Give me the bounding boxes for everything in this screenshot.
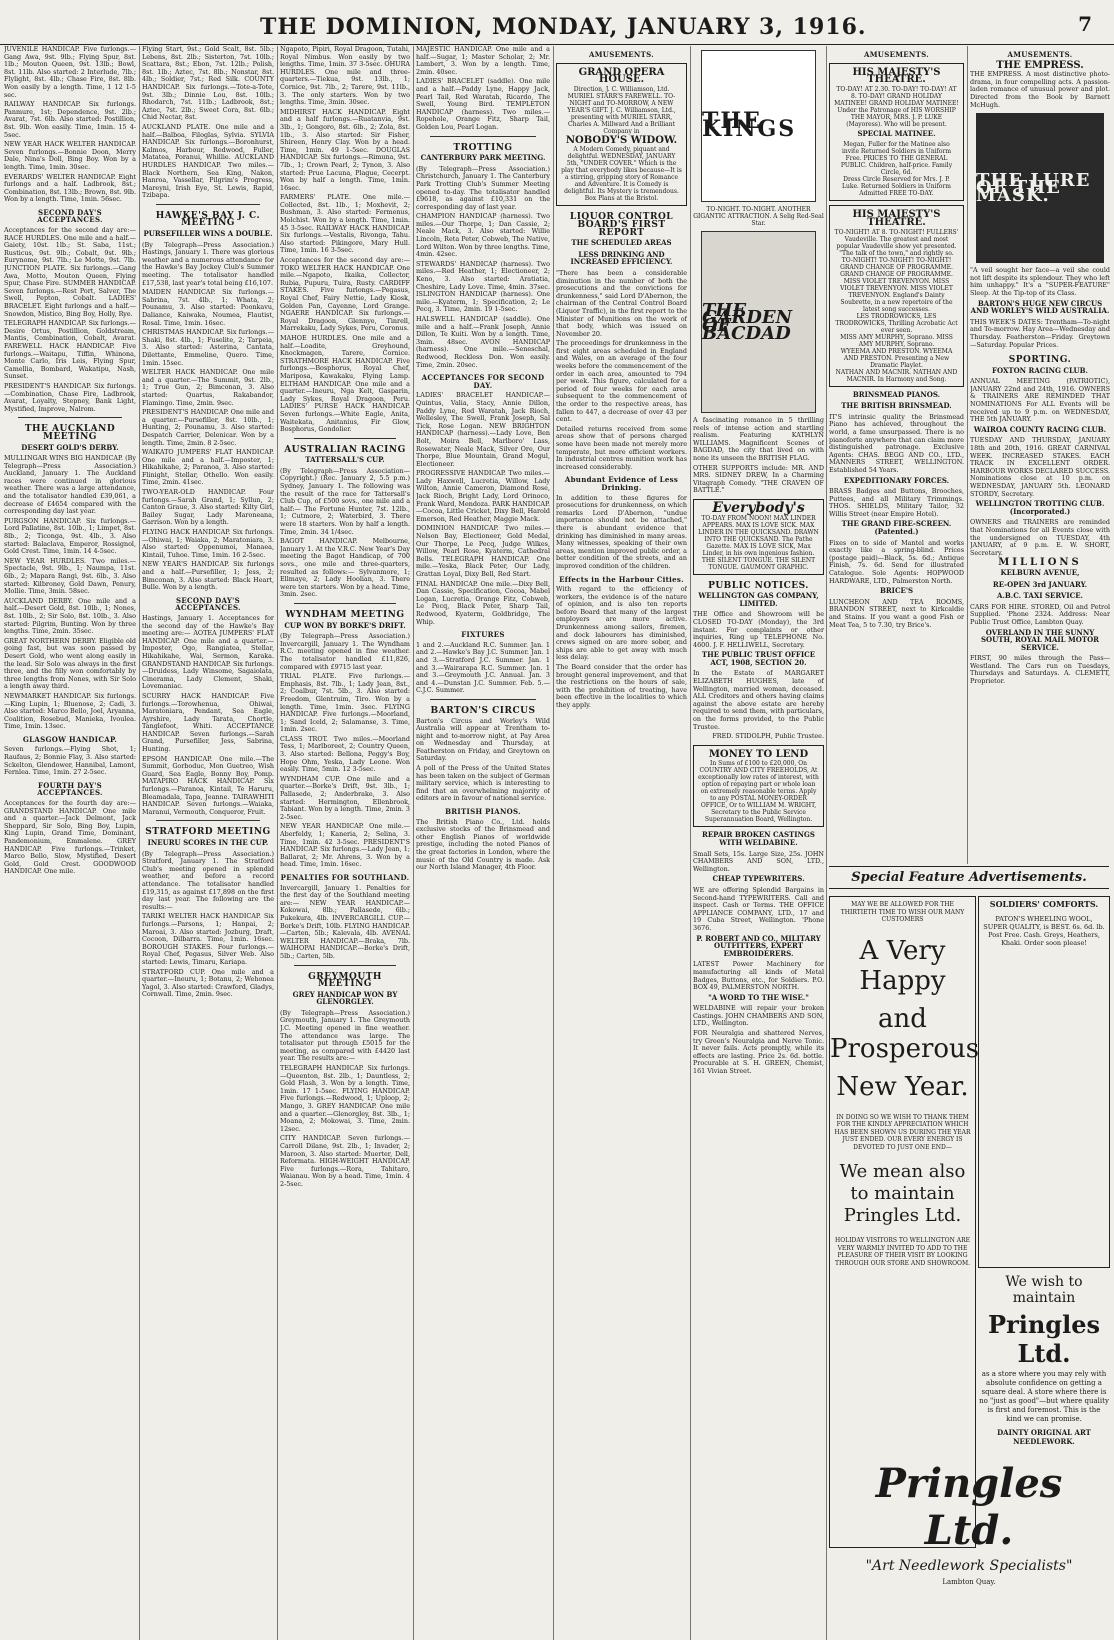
ad-title: THE EMPRESS. (996, 59, 1084, 71)
result-text: 1 and 2.—Auckland R.C. Summer. Jan. 1 and 2.—Hawke's Bay J.C. Summer. Jan. 1 and 3.—Stratford J.C. Summer. Jan. 1 and 3.—Wairarapa R.C. Summer. Jan. 1 and 3.—Greymouth J.C. Annual. Jan. 3 and 4.—Dunstan J.C. Summer. Feb. 5.—C.J.C. Summer. (416, 640, 550, 695)
result-text: TARIKI WELTER HACK HANDICAP. Six furlongs.—Parsons, 1; Hanpai, 2; Maroai, 3. Also started: Jozburg, Draft, Cocoon, Dilbarra. Time, 1min. 16sec. BOROUGH STAKES. Four furlongs.—Royal Chef, Pegasus, Silver Web. Also started: Lewis, Timaru, Kariapa. (142, 912, 274, 966)
result-text: NEW YEAR HURDLES. Two miles.—Spectacle, 9st. 9lb., 1; Naumpa, 11st. 6lb., 2; Mapara Rangi, 9st. 6lb., 3. Also started: Kilbroney, Gold Dawn, Penury, Mollie. Time, 3min. 58sec. (4, 556, 136, 596)
divider (156, 820, 260, 821)
article-text: Barton's Circus and Worley's Wild Australia will appear at Trentham to-night and to-morrow night, at Pay Area on Wednesday and Thursday, at Featherston on Friday, and Greytown on Saturday. (416, 716, 550, 763)
ad-heading: SPECIAL MATINEE. (857, 128, 936, 138)
result-text: SCURRY HACK HANDICAP. Five furlongs.—Torowhenua, Ohiwai, Maratoniara, Pendant, Sea Eagle, Ayrshire, Lady Tarata, Chortle, Tanglefoot, Whiti. ACCEPTANCE HANDICAP. Seven furlongs.—Sarah Grand, Pursefiller, Jess, Sabrina, Hunting. (142, 691, 274, 754)
column-rule (277, 46, 278, 1640)
ad-text: TO-NIGHT! TO-NIGHT! TO-NIGHT! GRAND CHANGE OF PROGRAMME. GRAND CHANGE OF PROGRAMME. (840, 256, 953, 278)
notice-text: THE Office and Showroom will be CLOSED TO-DAY (Monday), the 3rd instant. For complaints or other inquiries, Ring up TELEPHONE No. 4600. J. F. HELLIWELL, Secretary. (693, 610, 824, 649)
article-subheading: LESS DRINKING AND INCREASED EFFICIENCY. (570, 249, 673, 267)
result-text: PRESIDENT'S HANDICAP. Six furlongs.—Combination, Chase Fire, Ladbrook, Avarat, Loyalty, Stepney, Bank Light, Mystified, Improve, Nalrom. (4, 381, 136, 413)
ad-headline: and Prosperous (830, 1003, 980, 1064)
ad-text: Megan, Fuller for the Matinee also invite Returned Soldiers in Uniform Free. PRICES TO THE GENERAL PUBLIC. Children, half-price. Family Circle, 6d. (840, 141, 953, 177)
ad-text: DAINTY ORIGINAL ART NEEDLEWORK. (997, 1428, 1091, 1446)
article-subheading: THE SCHEDULED AREAS (571, 238, 672, 248)
vaudeville-ad (829, 205, 964, 386)
ad-text: PATON'S WHEELING WOOL, SUPER QUALITY, is BEST. 6s. 6d. lb. Post Free. Cash. Greys, Heathers, Khaki. Order soon please! (983, 915, 1105, 947)
everybodys-ad (693, 499, 824, 575)
soldiers-comforts-ad (978, 896, 1110, 1268)
section-heading: PUBLIC NOTICES. (708, 580, 809, 591)
article-headline: STRATFORD MEETING (145, 827, 271, 838)
article-text: (By Telegraph—Press Association.) Hastings, January 1. There was glorious weather and a numerous attendance for the Hawke's Bay Jockey Club's Summer meeting. The totalisator handled £17,538, last year's total being £16,107. (142, 240, 274, 287)
ad-heading: "A WORD TO THE WISE." (708, 992, 809, 1002)
column-4 (416, 46, 550, 1636)
ad-text: TO-DAY! AT 2.30. TO-DAY! TO-DAY! AT 8. TO-DAY! GRAND HOLIDAY MATINEE! GRAND HOLIDAY MATINEE! Under the Patronage of HIS WORSHIP THE MAYOR, MRS. J. P. LUKE (Mayoress). Who will be present. (834, 85, 959, 128)
ad-heading: WAIROA COUNTY RACING CLUB. (973, 424, 1107, 434)
result-text: EVERARDS' WELTER HANDICAP. Eight furlongs and a half. Ladbrook, 8st.; Combination, 8st. 13lb.; Brown, 8st. 9lb. Won by a length. Time, 1min. 56sec. (4, 172, 136, 204)
result-text: PURGSON HANDICAP. Six furlongs.—Lord Pallatine, 8st. 10lb., 1; Limpet, 8st. 8lb., 2; Ticonga, 9st. 4lb., 3. Also started: Balaclava, Emperor, Rossignol, Gold Crest. Time, 1min. 14 4-5sec. (4, 516, 136, 556)
article-subheading: DESERT GOLD'S DERBY. (21, 442, 119, 452)
his-majestys-ad (829, 63, 964, 202)
notice-signature: FRED. STIDOLPH, Public Trustee. (712, 732, 824, 741)
article-subheading: INEURU SCORES IN THE CUP. (147, 838, 269, 847)
notice-heading: WELLINGTON GAS COMPANY, LIMITED. (698, 591, 819, 608)
ad-text: LES TRODROWICKS, LES TRODROWICKS, Thrilling Acrobatic Act ever seen. (835, 312, 958, 334)
result-text: AUCKLAND DERBY. One mile and a half.—Desert Gold, 8st. 10lb., 1; Nones, 8st. 10lb., 2; Sir Solo, 8st. 10lb., 3. Also started: Pilgrim, Bunting. Won by three lengths. Time, 2min. 35sec. (4, 596, 136, 636)
section-heading: AMUSEMENTS. (864, 50, 929, 59)
ad-heading: EXPEDITIONARY FORCES. (843, 475, 950, 485)
ad-text: Fixes on to side of Mantel and works exactly like a spring-blind. Prices (postage paid)—Black, 5s. 6d.; Antique Finish, 7s. 6d. Send for illustrated Catalogue. Sole Agents: HOPWOOD HARDWARE, LTD., Palmerston North. (829, 538, 964, 585)
article-text: BAGOT HANDICAP. Melbourne, January 1. At the V.R.C. New Year's Day meeting the Bagot Handicap, of 700 sovs., one mile and three-quarters, resulted as follows:— Sylvanmore, 1; Ellmaye, 2; Lady Hoolian, 3. There were ten starters. Won by a head. Time, 3min. 2sec. (280, 537, 410, 599)
ad-title: HIS MAJESTY'S THEATRE. (852, 209, 941, 228)
article-text: (By Telegraph—Press Association.) Stratford, January 1. The Stratford Club's meeting opened in splendid weather, and before a record attendance. The totalisator handled £19,315, as against £17,898 on the first day last year. The following are the results:— (142, 849, 274, 911)
column-2 (142, 46, 274, 1636)
result-text: NEW YEAR'S HANDICAP. Six furlongs and a half.—Pursefiller, 1; Jess, 2; Bimconan, 3. Also started: Black Heart, Bulle. Won by a length. (142, 560, 274, 592)
column-1 (4, 46, 136, 1636)
section-heading: FOURTH DAY'S ACCEPTANCES. (37, 780, 103, 798)
result-text: STEWARDS' HANDICAP (harness). Two miles.—Red Heather, 1; Electioneer, 2; Keno, 3. Also started: Aratiatia, Cheshire, Lady Love. Time, 4min. 37sec. ISLINGTON HANDICAP (harness). One mile.—Kyaterm, 1; Specification, 2; Le Pecq, 3. Time, 2min. 19 1-5sec. (416, 259, 550, 314)
article-subheading: CANTERBURY PARK MEETING. (420, 153, 546, 163)
ad-text: FOR Neuralgia and shattered Nerves, try Green's Neuralgia and Nerve Tonic. It never fails. Acts promptly, while its effects are lasting. Price 2s. 6d. bottle. Procurable at S. H. GREEN, Chemist, 161 Vivian Street. (693, 1029, 824, 1076)
article-text: A poll of the Press of the United States has been taken on the subject of German military service, which is interesting to find that an overwhelming majority of editors are in favour of national service. (416, 764, 550, 803)
column-rule (967, 46, 968, 864)
kings-theatre-logo: THE KINGS (701, 50, 816, 202)
result-text: Acceptances for the second day are:— RACE HURDLES. One mile and a half.—Gaiety, 10st. 1lb.; St. Saba, 11st.; Rusticus, 9st. 9lb.; Cobalt, 9st. 9lb.; Eurynome, 9st. 7lb.; Le Motte, 9st. 7lb. JUNCTION PLATE. Six furlongs.—Gang Awa, Motto, Mouton Queen, Flying Spur, Chase Fire. SUMMER HANDICAP. Seven furlongs.—Rest Port, Salver, The Swell, Pepton, Cobalt. LADIES' BRACELET. Eight furlongs and a half.—Snowdon, Mistico, Bing Boy, Holly, Rye. (4, 226, 136, 318)
ad-title: MONEY TO LEND (708, 748, 809, 760)
masthead-title: THE DOMINION, MONDAY, JANUARY 3, 1916. (260, 14, 867, 40)
ad-text: IT'S intrinsic quality the Brinsmead Piano has achieved, throughout the world, a fame unsurpassed. There is no pianoforte anywhere that can claim more distinguished patronage. Exclusive Agents: CHAS. BEGG AND CO., LTD., MANNERS STREET, WELLINGTON. Established 54 Years. (829, 412, 964, 474)
column-6 (693, 46, 824, 1636)
section-heading: PENALTIES FOR SOUTHLAND. (280, 872, 410, 882)
ad-heading: KELBURN AVENUE, (1000, 567, 1080, 577)
ad-text: "A veil sought her face—a veil she could not lift despite its splendour. They who left him unhappy." It's a "SUPER-FEATURE" Sleep. At the Tip-top of its Class. (970, 266, 1110, 297)
article-headline: TROTTING (453, 142, 513, 153)
ad-tagline: "Art Needlework Specialists" (865, 1558, 1073, 1574)
result-text: Hastings, January 1. Acceptances for the second day of the Hawke's Bay meeting are:— AOTEA JUMPERS' FLAT HANDICAP. One mile and a quarter.—Imposter, Ogo, Rangiatea, Stellar, Hikahikahe, Wai, Sermon, Karaka. GRANDSTAND HANDICAP. Six furlongs.—Druidess, Lady Winsome, Sagaiolata, Cinerama, Lady Clement, Shaki, Lovemaniac. (142, 613, 274, 691)
section-heading: SPORTING. (1008, 355, 1072, 366)
article-headline: AUSTRALIAN RACING (284, 444, 406, 455)
ad-text: THE SILENT TONGUE. THE SILENT TONGUE. GAUMONT GRAPHIC. (701, 556, 816, 571)
ad-heading: P. ROBERT AND CO., MILITARY OUTFITTERS, EXPERT EMBROIDERERS. (696, 933, 821, 958)
ad-text: OTHER SUPPORTS include: MR. AND MRS. SIDNEY DREW, In a Charming Vitagraph Comedy. "THE CRAVEN OF BATTLE." (693, 463, 824, 495)
article-headline: HAWKE'S BAY J. C. MEETING (155, 210, 261, 229)
ad-text: TO-DAY FROM NOON! MAX LINDER APPEARS. MAX IS LOVE SICK. MAX LINDER IN THE QUICKSAND. DRAWN INTO THE QUICKSAND. The Pathe Gazette. MAX IS LOVE SICK, Max Linder, in his own ingenious fashion. (698, 514, 819, 557)
ad-headline: Pringles Ltd. (988, 1310, 1100, 1368)
article-text: MULLINGAR WINS BIG HANDICAP. (By Telegraph—Press Association.) Auckland, January 1. The Auckland races were continued in glorious weather. There was a large attendance, and the totalisator handled £39,061, a decrease of £4654 compared with the corresponding day last year. (4, 454, 136, 516)
article-text: The proceedings for drunkenness in the first eight areas scheduled in England and Wales, on an average of the four weeks before the commencement of the order in each area, amounted to 794 per week. This figure, calculated for a period of four weeks for each area subsequent to the commencement of the order to the respective areas, has fallen to 447, a decrease of over 43 per cent. (556, 339, 687, 424)
ad-title: MILLIONS (998, 557, 1082, 569)
ad-text: In Sums of £100 to £20,000, On COUNTRY AND CITY FREEHOLDS, At exceptionally low rates of interest, with option of repaying part or whole loan on extremely reasonable terms. Apply to any POSTAL MONEY-ORDER OFFICE, Or to WILLIAM M. WRIGHT, Secretary to the Public Service Superannuation Board, Wellington. (698, 760, 819, 824)
result-text: PROGRESSIVE HANDICAP. Two miles.—Lady Haxwell, Lucretia, Willow, Lady Wilton, Annie Cameron, Diamond Rose, Jack Rioch, Bright Lady, Lord Orinoco, Frank Ward, Mendoza. PARK HANDICAP.—Cocoa, Little Cricket, Dixy Bell, Harold Emerson, Red Heather, Maggie Mack. (416, 469, 550, 523)
result-text: CITY HANDICAP. Seven furlongs.—Carroll Dilane, 9st. 2lb., 1; Invader, 2; Maroon, 3. Also started: Muerter, Dell, Reformata. HIGH-WEIGHT HANDICAP. Five furlongs.—Rora, Tahitaro, Waianau. Won by a head. Time, 1min. 4 2-5sec. (280, 1134, 410, 1188)
ad-heading: FOXTON RACING CLUB. (992, 365, 1088, 375)
ad-heading: THE BRITISH BRINSMEAD. (841, 401, 952, 411)
opera-house-ad (556, 63, 687, 207)
ad-text: TO-NIGHT! AT 8. TO-NIGHT! FULLERS' Vaudeville. The greatest and most popular Vaudeville show yet presented. "The talk of the town," and rightly so. (834, 228, 959, 257)
ad-text: Small Sets, 15s. Large Size, 25s. JOHN CHAMBERS AND SON, LTD., Wellington. (693, 849, 824, 873)
column-rule (690, 46, 691, 1640)
article-text: "There has been a considerable diminution in the number of both the prosecutions and the convictions for drunkenness," said Lord D'Abernon, the chairman of the Central Control Board (Liquor Traffic), in the first report to the Minister of Munitions on the work of that body, which was issued on November 20. (556, 268, 687, 338)
ad-heading: BRINSMEAD PIANOS. (852, 389, 941, 399)
section-heading: SECOND DAY'S ACCEPTANCES. (37, 207, 103, 225)
ad-heading: WELLINGTON TROTTING CLUB. (Incorporated.) (975, 499, 1105, 516)
ad-heading: CHEAP TYPEWRITERS. (712, 874, 805, 884)
result-text: WYNDHAM CUP. One mile and a quarter.—Borke's Drift, 9st. 3lb., 1; Pallasede, 2; Anderbrake, 3. Also started: Hermington, Ellenbrook, Tabiant. Won by a length. Time, 2min. 3 2-5sec. (280, 774, 410, 821)
article-headline: LIQUOR CONTROL BOARD'S FIRST REPORT (569, 212, 674, 238)
result-text: HALSWELL HANDICAP (saddle). One mile and a half.—Frank Joseph, Annie Dillon, Te Kuiti. Won by a length. Time, 3min. 48sec. AVON HANDICAP (harness). One mile.—Seneschal, Redwood, Reckless Don. Won easily. Time, 2min. 20sec. (416, 315, 550, 369)
ad-headline: New Year. (836, 1071, 969, 1102)
pringles-ad (829, 1270, 1109, 1630)
ad-headline: We wish to maintain (1005, 1274, 1083, 1306)
column-rule (139, 46, 140, 1640)
ad-heading: BARTON'S HUGE NEW CIRCUS AND WORLEY'S WILD AUSTRALIA. (970, 298, 1110, 316)
divider (430, 699, 536, 700)
ad-heading: REPAIR BROKEN CASTINGS WITH WELDABINE. (702, 830, 815, 847)
article-text: Detailed returns received from some areas show that of persons charged some have been made not merely more temperate, but more efficient workers. In industrial centres munition work has increased considerably. (556, 424, 687, 471)
ad-text: IN DOING SO WE WISH TO THANK THEM FOR THE KINDLY APPRECIATION WHICH HAS BEEN SHOWN US DURING THE YEAR JUST ENDED. OUR EVERY ENERGY IS DEVOTED TO JUST ONE END— (834, 1113, 971, 1151)
garden-of-bacdad-illustration: THE GARDEN OF BACDAD (701, 231, 816, 413)
ad-text: MISS VIOLET TREVENYON. MISS VIOLET TREVENYON. MISS VIOLET TREVENYON. England's Dainty Soubrette, in a new repertoire of the latest song successes. (840, 277, 953, 313)
article-subheading: PURSEFILLER WINS A DOUBLE. (143, 229, 273, 239)
result-text: NEW YEAR HACK WELTER HANDICAP. Seven furlongs.—Bonnie Doon, Merry Dale, Nina's Doll, Bing Boy. Won by a length. Time, 1min. 30sec. (4, 140, 136, 171)
ad-text: MAY WE BE ALLOWED FOR THE THIRTIETH TIME TO WISH OUR MANY CUSTOMERS (840, 901, 965, 923)
money-to-lend-ad (693, 745, 824, 828)
ad-text: WELDABINE will repair your broken Castings. JOHN CHAMBERS AND SON, LTD., Wellington. (693, 1004, 824, 1028)
section-heading: SECOND DAY'S ACCEPTANCES. (175, 595, 241, 613)
result-text: Flying Start, 9st.; Gold Scalt, 8st. 5lb.; Lebens, 8st. 2lb.; Sisterton, 7st. 10lb.; Scattara, 8st.; Ebon, 7st. 12lb.; Polish, 8st. 1lb.; Aztec, 7st. 8lb.; Nonstar, 8st. 4lb.; Soldier, 7st.; Red Silk. COUNTY HANDICAP. Six furlongs.—Tote-a-Tote, 9st. 3lb.; Dinnie Lou, 8st. 10lb.; Rhodarch, 7st. 11lb.; Ladbrook, 8st.; Aztec, 7st. 2lb.; Sweet Cora, 8st. 6lb.; Chid Nectar, 8st. (142, 46, 274, 122)
column-rule (553, 46, 554, 1640)
result-text: EPSOM HANDICAP. One mile.—The Summit, Gorboduc, Mon Guetreo, Wish Guard, Sea Eagle, Bonny Boy, Pomp. MATAPIRO HACK HANDICAP. Six furlongs.—Paranoa, Kintail, Te Haruru, Bleamadala, Tapa, Jeanne. TAIRAWHITI HANDICAP. Seven furlongs.—Waiaka, Maranui, Vermouth, Conqueror, Fruit. (142, 754, 274, 816)
article-subheading: TATTERSALL'S CUP. (305, 455, 385, 465)
ad-text: NATHAN AND MACNIR. NATHAN AND MACNIR. In Harmony and Song. (835, 368, 958, 383)
article-headline: GREYMOUTH MEETING (308, 971, 382, 990)
result-text: Ngapoto, Pipiri, Royal Dragoon, Tutahi, Royal Nimbus. Won easily by two lengths. Time, 1min. 37 3-5sec. OHURA HURDLES. One mile and three-quarters.—Tiekua, 9st. 13lb., 1; Cornice, 9st. 7lb., 2; Tarere, 9st. 11lb., 3. The only starters. Won by two lengths. Time, 3min. 30sec. (280, 46, 410, 107)
page-number: 7 (1078, 12, 1092, 36)
notice-text: In the Estate of MARGARET ELIZABETH HUGHES, late of Wellington, married woman, deceased. ALL Creditors and others having claims against the above estate are hereby required to send them, with particulars, on the forms provided, to the Public Trustee. (693, 669, 824, 731)
section-heading: Abundant Evidence of Less Drinking. (564, 475, 679, 492)
ad-text: as a store where you may rely with absolute confidence on getting a square deal. A store where there is no "just as good"—but where quality is first and foremost. This is the kind we can promise. (979, 1370, 1109, 1423)
article-subheading: GREY HANDICAP WON BY GLENORGLEY. (292, 989, 398, 1007)
ad-heading: BRICE'S (879, 586, 914, 596)
result-text: RAILWAY HANDICAP. Six furlongs. Panmure, 1st; Dependence, 9st. 2lb.; Avarat, 7st. 6lb. Also started: Postillion, 8st. 9lb. Won easily. Time, 1min. 15 4-5sec. (4, 100, 136, 139)
article-text: (By Telegraph—Press Association.) Greymouth, January 1. The Greymouth J.C. Meeting opened in fine weather. The attendance was large. The totalisator put through £5015 for the meeting, as compared with £4420 last year. The results are:— (280, 1008, 410, 1063)
result-text: MAIDEN HANDICAP. Six furlongs.—Sabrina, 7st. 4lb., 1; Whata, 2; Pounamu, 3. Also started: Poonkavu, Daliance, Kaiwaka, Noumea, Flautist, Rosal. Time, 1min. 16sec. (142, 288, 274, 327)
result-text: NEW YEAR HANDICAP. One mile.—Aberfeldy, 1; Kaneria, 2; Selina, 3. Time, 1min. 42 3-5sec. PRESIDENT'S HANDICAP. Six furlongs.—Lady Jean, 1; Ballarat, 2; Mr. Ahrens, 3. Won by a head. Time, 1min. 16sec. (280, 822, 410, 869)
result-text: MAHOE HURDLES. One mile and a half.—Loadite, Greyhound, Knockmagen, Tarere, Cornice. STRATHMORE HACK HANDICAP. Five furlongs.—Bosphorus, Royal Chef, Mariposa, Kawakaku, Flying Lamp. ELTHAM HANDICAP. One mile and a quarter.—Ineuru, Nga Kelt, Gasparin, Lady Sykes, Royal Dragoon, Peru. LADIES' PURSE HACK HANDICAP. Seven furlongs.—White Eagle, Anita, Waitekata, Anitanius, Fir Glow, Bosphorus, Gondolier. (280, 333, 410, 434)
ad-text: A fascinating romance in 5 thrilling reels of intense action and startling realism. Featuring KATHLYN WILLIAMS. Magnificent Scenes of BAGDAD, the city that lived on with none its unseen the BRITISH FLAG. (693, 416, 824, 462)
section-heading: GLASGOW HANDICAP. (22, 734, 118, 744)
ad-title: GRAND OPERA HOUSE. (578, 66, 665, 86)
article-text: With regard to the efficiency of workers, the evidence is of the nature of opinion, and is also ten reports before Board that many of the largest employers are more active. Drunkenness among sailors, firemen, and dock labourers has diminished, crews signed on are more sober, and ships are able to get away with much less delay. (556, 585, 687, 662)
article-headline: BARTON'S CIRCUS (430, 705, 536, 716)
divider (294, 965, 396, 966)
ad-text: HOLIDAY VISITORS TO WELLINGTON ARE VERY WARMLY INVITED TO ADD TO THE PLEASURE OF THEIR VISIT BY LOOKING THROUGH OUR STORE AND SHOWROOM. (834, 1237, 971, 1267)
column-8 (970, 46, 1110, 862)
ad-text: TO-NIGHT. TO-NIGHT. ANOTHER GIGANTIC ATTRACTION. A Selig Red-Seal Star. (693, 206, 824, 227)
notice-heading: THE PUBLIC TRUST OFFICE ACT, 1908, SECTION 20. (701, 650, 816, 667)
divider (294, 438, 396, 439)
result-text: TRIAL PLATE. Five furlongs.—Emphasis, 8st. 7lb., 1; Lady Jean, 8st., 2; Coalbur, 7st. 5lb., 3. Also started: Freedom, Glentruim, Tiro. Won by a length. Time, 1min. 3sec. FLYING HANDICAP. Five furlongs.—Moorland, 1; Sand Iceld, 2; Salamanse, 3. Time, 1min. 2sec. (280, 672, 410, 734)
ad-text: LATEST Power Machinery for manufacturing all kinds of Metal Badges, Buttons, etc., for Soldiers. P.O. BOX 49, PALMERSTON NORTH. (693, 960, 824, 992)
ad-text: ANNUAL MEETING (PATRIOTIC), JANUARY 22nd and 24th, 1916. OWNERS & TRAINERS ARE REMINDED THAT NOMINATIONS For ALL Events will be received up to 9 p.m. on WEDNESDAY, THE 5th JANUARY. (970, 377, 1110, 424)
section-heading: AMUSEMENTS. (1007, 50, 1073, 59)
ad-text: FIRST, 90 miles through the Pass—Westland. The Cars run on Tuesdays, Thursdays and Saturdays. A. CLEMETT, Proprietor. (970, 654, 1110, 686)
section-heading: FIXTURES (461, 630, 505, 640)
ad-text: A Modern Comedy, piquant and delightful. WEDNESDAY, JANUARY 5th, "UNDER COVER." Which is the play that everybody likes because—It is a stirring, gripping story of Romance and Adventure. It is Comedy is delightful. Its Mystery is tremendous. Box Plans at the Bristol. (561, 146, 682, 203)
result-text: Acceptances for the fourth day are:— GRANDSTAND HANDICAP. One mile and a quarter.—Jack Delmont, Jack Sheppard, Sir Solo, Bing Boy, Lupin, King Lupin, Grand Time, Dominant, Pandemonium, Emmalene. GREY HANDICAP. Five furlongs.—Trinket, Marco Bello, Slow, Mystified, Desert Gold, Gold Crest. GOODWOOD HANDICAP. One mile. (4, 799, 136, 876)
article-text: The British Piano Co., Ltd. holds exclusive stocks of the Brinsmead and other English Pianos of worldwide prestige, including the noted Pianos of the great factories in London, where the music of the Old Country is made. Ask our North Island Manager, 4th Floor. (416, 817, 550, 872)
article-text: In addition to these figures for prosecutions for drunkenness, on which remarks Lord D'Abernon, "undue importance should not be attached," there is abundant evidence that drinking has diminished in many areas. Many witnesses, speaking of their own areas, mention improved public order, a better condition of the streets, and an improved condition of the children. (556, 493, 687, 570)
masthead (0, 0, 1114, 45)
result-text: Seven furlongs.—Flying Shot, 1; Raufaus, 2; Bonnie Flay, 3. Also started: Sckelton, Glendower, Hannibal, Lamont, Fernlea. Time, 1min. 27 2-5sec. (4, 745, 136, 777)
ad-text: WE are offering Splendid Bargains in Second-hand TYPEWRITERS. Call and inspect. Cash or Terms. THE OFFICE APPLIANCE COMPANY, LTD., 17 and 19 Cuba Street, Wellington. 'Phone 3676. (693, 885, 824, 932)
column-5 (556, 46, 687, 1636)
ad-text: Direction, J. C. Williamson, Ltd. MURIEL STARR'S FAREWELL. TO-NIGHT and TO-MORROW, A NEW YEAR'S GIFT. J. C. Williamson, Ltd., presenting with MURIEL STARR, Charles A. Millward And a Brilliant Company in (567, 85, 676, 135)
divider (294, 603, 396, 604)
divider (430, 136, 536, 137)
column-7 (829, 46, 964, 862)
column-rule (826, 46, 827, 1640)
article-text: (By Telegraph—Press Association.) Christchurch, January 1. The Canterbury Park Trotting Club's Summer Meeting opened to-day. The totalisator handled £9618, as against £10,331 on the corresponding day of last year. (416, 164, 550, 211)
result-text: NEWMARKET HANDICAP. Six furlongs.—King Lupin, 1; Bluenose, 2; Cadi, 3. Also started: Marco Bello, Joel, Aryanna, Coalition, Rosebud, Manieka, Ivoulea. Time, 1min. 13sec. (4, 691, 136, 731)
ad-title: NOBODY'S WIDOW. (565, 134, 678, 146)
ad-text: BRASS Badges and Buttons, Brooches, Puttees, and all Military Trimmings. THOS. SHIELDS, Military Tailor, 32 Willis Street (near Empire Hotel). (829, 487, 964, 518)
section-heading: ACCEPTANCES FOR SECOND DAY. (421, 373, 545, 390)
column-3 (280, 46, 410, 1636)
ad-text: THIS WEEK'S DATES: Trentham—To-night and To-morrow. Hay Area—Wednesday and Thursday. Featherston—Friday. Greytown—Saturday. Popular Prices. (970, 317, 1110, 349)
article-text: (By Telegraph—Press Association—Copyright.) (Rec. January 2, 5.5 p.m.) Sydney, January 1. The following was the result of the race for Tattersall's Club Cup, of £500 sovs., one mile and a half:— The Fortune Hunter, 7st. 12lb., 1; Cutmore, 2; Waterbird, 3. There were 18 starters. Won by half a length. Time, 2min. 34 1/4sec. (280, 466, 410, 536)
ad-text: LUNCHEON AND TEA ROOMS, BRANDON STREET, next to Kirkcaldie and Stains. If you want a good Fish or Meat Tea, 5 to 7.30, try Brice's. (829, 597, 964, 629)
ad-text: THE EMPRESS. A most distinctive photo-drama, in four compelling acts. A passion-laden romance of unusual power and plot. Directed from the Book by Barnett McHugh. (970, 70, 1110, 109)
result-text: FINAL HANDICAP. One mile.—Dixy Bell, Dan Cassie, Specification, Cocoa, Mabel Logan, Lucretia, Orange Fitz, Cobweb, Le Pecq, Black Peter, Sharp Tail, Redwood, Kyaterm, Goldbridge, The Whip. (416, 579, 550, 626)
result-text: STRATFORD CUP. One mile and a quarter.—Ineuru, 1; Botanu, 2; Wehonea Yagol, 3. Also started: Crawford, Gladys, Cornwall. Time, 2min. 9sec. (142, 967, 274, 999)
article-text: GREAT NORTHERN DERBY. Eligible old going fast, but was soon passed by Desert Gold, who went along easily in the lead. Sir Solo was always in the first three, and the filly won comfortably by three lengths from Nones, with Sir Solo a length away third. (4, 636, 136, 691)
ad-address: Lambton Quay. (942, 1578, 996, 1586)
column-rule (413, 46, 414, 1640)
section-heading: Effects in the Harbour Cities. (559, 574, 684, 584)
result-text: CHAMPION HANDICAP (harness). Two miles.—Our Thorpe, 1; Dan Cassie, 2; Neale Mack, 3. Also started: Willie Lincoln, Reta Peter, Cobweb, The Native, Lord Wilton. Won by three lengths. Time, 4min. 42sec. (416, 212, 550, 259)
ad-headline: A Very Happy (859, 935, 946, 996)
divider (156, 204, 260, 205)
article-text: The Board consider that the order has brought general improvement, and that the restrictions on the hours of sale, with the prohibition of treating, have been effective in the localities to which they apply. (556, 663, 687, 709)
result-text: PRESIDENT'S HANDICAP. One mile and a quarter.—Pursefiller, 8st. 10lb., 1; Hunting, 2; Pounamu, 3. Also started: Despatch Carrier, Delenicar. Won by a length. Time, 2min. 8 2-5sec. (142, 408, 274, 447)
everybodys-logo: Everybody's (712, 499, 805, 516)
ad-heading: A.B.C. TAXI SERVICE. (997, 591, 1083, 601)
article-subheading: CUP WON BY BORKE'S DRIFT. (284, 620, 406, 630)
result-text: MAJESTIC HANDICAP. One mile and a half.—Sugar, 1; Master Scholar, 2; Mr. Lambert, 3. Won by a length. Time, 2min. 40sec. (416, 46, 550, 76)
result-text: TWO-YEAR-OLD HANDICAP. Four furlongs.—Sarah Grand, 1; Syllun, 2; Canton Graue, 3. Also started: Kilty Girl, Bailey Sugar, Lady Maroneana, Garrison. Won by a length. (142, 488, 274, 527)
ad-text: MISS AMY MURPHY, Soprano. MISS AMY MURPHY, Soprano. (840, 333, 953, 348)
result-text: LADIES' BRACELET HANDICAP.—Quintus, Valia, Stacy, Annie Dillon, Paddy Lyne, Red Waratah, Jack Rioch, Wellesley, The Swell, Frank Joseph, Sal Tick, Rose Logan. NEW BRIGHTON HANDICAP (harness).—Lady Love, Ben Bolt, Moira Bell, Marlboro' Lass, Rosewater, Neale Mack, Silver Ore, Our Thorpe, Blue Mountain, Grand Mogul, Electioneer. (416, 391, 550, 468)
result-text: FARMERS' PLATE. One mile.—Collected, 8st. 1lb., 1; Moxhevit, 2; Bushman, 3. Also started: Fermenus, Molchist. Won by a length. Time, 1min. 45 3-5sec. RAILWAY HACK HANDICAP. Six furlongs.—Vestalis, Rivonga, Tahu. Also started: Pikingore, Mary Hull. Time, 1min. 16 3-5sec. (280, 193, 410, 255)
ad-text: OWNERS and TRAINERS are reminded that Nominations for all Events close with the undersigned on TUESDAY, 4th JANUARY, at 9 p.m. E. W. SHORT, Secretary. (970, 518, 1110, 557)
result-text: JUVENILE HANDICAP. Five furlongs.—Gang Awa, 9st. 9lb.; Flying Spur, 8st. 1lb.; Mouton Queen, 9st. 13lb.; Bowl, 8st. 11lb. Also started: 2 Interlude, 7lb.; Flylight, 8st. 4lb.; Chase Fire, 8st. 8lb. Won easily by a length. Time, 1 12 1-5 sec. (4, 46, 136, 99)
ad-title: HIS MAJESTY'S THEATRE. (852, 66, 941, 86)
ad-title: SOLDIERS' COMFORTS. (989, 899, 1099, 909)
section-heading: AMUSEMENTS. (589, 50, 654, 59)
result-text: LADIES' BRACELET (saddle). One mile and a half.—Paddy Lyne, Happy Jack, Pearl Tail, Red Waratah, Ricardo, The Swell, Young Bird. TEMPLETON HANDICAP (harness). Two miles.—Ropehole, Orange Fitz, Sharp Tail, Golden Lou, Pearl Logan. (416, 77, 550, 131)
section-heading: BRITISH PIANOS. (445, 807, 521, 817)
ad-text: Dress Circle Reserved for Mrs. J. P. Luke. Returned Soldiers in Uniform Admitted FREE TO-DAY. (842, 176, 951, 198)
divider (18, 417, 122, 418)
ad-headline: We mean also to maintain Pringles Ltd. (839, 1161, 966, 1226)
result-text: CLASS TROT. Two miles.—Moorland Tess, 1; Marlboreet, 2; Country Queen, 3. Also started: Bellona, Peggy's Boy, Hope Ohm, Yeska, Lady Leone. Won easily. Time, 5min. 12 3-5sec. (280, 734, 410, 774)
result-text: WELTER HACK HANDICAP. One mile and a quarter.—The Summit, 9st. 2lb., 1; True Gun, 2; Bimconan, 3. Also started: Quartus, Rakabandor, Flamingo. Time, 2min. 9sec. (142, 368, 274, 407)
pringles-logo: Pringles Ltd. (875, 1460, 1063, 1554)
ad-text: WYEEMA AND PRESTON. WYEEMA AND PRESTON. Presenting a New Dramatic Playlet. (840, 347, 953, 369)
result-text: Acceptances for the second day are:— TOKO WELTER HACK HANDICAP. One mile.—Ngapoto, Ikaika, Collector, Rubia, Pupuru, Tuira, Rusty. CARDIFF STAKES. Five furlongs.—Pegasus, Royal Chef, Fairy Nettie, Lady Kiosk, Golden Pan, Cayenne, Lord Grange. NGAERE HANDICAP. Six furlongs.—Royal Dragoon, Glennye, Tinrell, Marrekaku, Lady Sykes, Peru, Coronus. (280, 256, 410, 333)
result-text: DOMINION HANDICAP. Two miles.—Nelson Bay, Electioneer, Gold Medal, Our Thorpe, Le Pecq, Judge Wilkes, Willow, Pearl Rose, Kyaterm, Cathedral Bells. TELEGRAPH HANDICAP. One mile.—Yeska, Black Peter, Our Lady, Grattan Loyal, Dixy Bell, Red Start. (416, 524, 550, 578)
ad-heading: OVERLAND IN THE SUNNY SOUTH, ROYAL MAIL MOTOR SERVICE. (981, 627, 1099, 652)
ad-heading: RE-OPEN 3rd JANUARY. (992, 579, 1088, 589)
ad-heading: THE GRAND FIRE-SCREEN. (Patented.) (841, 519, 952, 537)
article-headline: THE AUCKLAND MEETING (24, 424, 116, 442)
special-features-banner: Special Feature Advertisements. (829, 866, 1109, 889)
ad-text: TUESDAY AND THURSDAY, JANUARY 18th and 20th, 1916. GREAT CARNIVAL WEEK. INCREASED STAKES. EACH TRACK IN EXCELLENT ORDER. HARBOUR WORKS DECLARED SUCCESS. Nominations close at 10 p.m. on WEDNESDAY, JANUARY 5th. LEONARD STORDY, Secretary. (970, 436, 1110, 498)
article-headline: WYNDHAM MEETING (285, 609, 405, 620)
result-text: CHRISTMAS HANDICAP. Six furlongs.—Shaki, 8st. 4lb., 1; Fuselite, 2; Tarpeia, 3. Also started: Asterina, Cantata, Dilettante, Emmeline, Quero. Time, 1min. 15sec. (142, 328, 274, 367)
result-text: FLYING HACK HANDICAP. Six furlongs.—Ohiwai, 1; Waiaka, 2; Maratoniara, 3. Also started: Oppenumoi, Manaea, Kintail, Tuhoe. Time, 1min. 16 2-5sec. (142, 528, 274, 559)
article-text: (By Telegraph—Press Association.) Invercargill, January 1. The Wyndham R.C. meeting opened in fine weather. The totalisator handled £11,826, compared with £9715 last year. (280, 632, 410, 671)
result-text: WAIKATO JUMPERS' FLAT HANDICAP. One mile and a half.—Imposter, 1; Hikahikahe, 2; Paranoa, 3. Also started: Flinight, Stellar, Othello. Won easily. Time, 2min. 41sec. (142, 448, 274, 487)
result-text: AUCKLAND PLATE. One mile and a half.—Balboa, Filoglas, Sylvia. SYLVIA HANDICAP. Six furlongs.—Boronhurst, Kalmos, Harbour, Redwood, Fuller, Matatea, Poranui, Whillie. AUCKLAND HURDLES HANDICAP. Two miles.—Black Northern, Sea King, Nakon, Hanroa, Vassellar, Pilgrim's Progress, Mareyni, Irish Eye, St. Lewis, Rapid, Tzibapa. (142, 122, 274, 200)
result-text: MIDHIRST HACK HANDICAP. Eight and a half furlongs.—Ruatanvia, 9st. 3lb., 1; Gongoro, 8st. 6lb., 2; Zola, 8st. 1lb., 3. Also started: Sir Fisher, Shireen, Henry Clay. Won by a head. Time, 1min. 49 1-5sec. DOUGLAS HANDICAP. Six furlongs.—Rimuna, 9st. 7lb., 1; Crown Pearl, 2; Tynon, 3. Also started: Prue Lacuna, Plague, Cecerpt. Won by half a length. Time, 1min. 16sec. (280, 107, 410, 192)
result-text: Invercargill, January 1. Penalties for the first day of the Southland meeting are:— NEW YEAR HANDICAP.—Kokowai, 8lb.; Pallasede, 6lb.; Pukekura, 4lb. INVERCARGILL CUP.—Borke's Drift, 10lb. FLYING HANDICAP.—Carten, 5lb.; Kalevala, 4lb. AVENAL WELTER HANDICAP.—Braka, 7lb. WAIHOPAI HANDICAP.—Borke's Drift, 5lb.; Carten, 5lb. (280, 883, 410, 960)
ad-text: CARS FOR HIRE. STORED, Oil and Petrol Supplied. 'Phone 2324. Address: Near Public Trust Office, Lambton Quay. (970, 602, 1110, 626)
result-text: TELEGRAPH HANDICAP. Six furlongs.—Desire Ortus, Postillion, Goldstream, Mantis, Combination, Cobalt, Avarat. FAREWELL HACK HANDICAP. Five furlongs.—Waitapu, Tiffin, Whinona, Monte Carlo, Iris Leis, Flying Spur, Camellia, Bombard, Wakatipu, Nash, Sunset. (4, 319, 136, 381)
lure-of-the-mask-illustration: THE LURE OF THE MASK. (976, 113, 1104, 263)
result-text: TELEGRAPH HANDICAP. Six furlongs.—Queenton, 8st. 2lb., 1; Dauntless, 2; Gold Flash, 3. Won by a length. Time, 1min. 17 1-5sec. FLYING HANDICAP. Five furlongs.—Redwood, 1; Uploop, 2; Mango, 3. GREY HANDICAP. One mile and a quarter.—Glenorgley, 8st. 3lb., 1; Moana, 2; Mokowai, 3. Time, 2min. 12sec. (280, 1064, 410, 1133)
